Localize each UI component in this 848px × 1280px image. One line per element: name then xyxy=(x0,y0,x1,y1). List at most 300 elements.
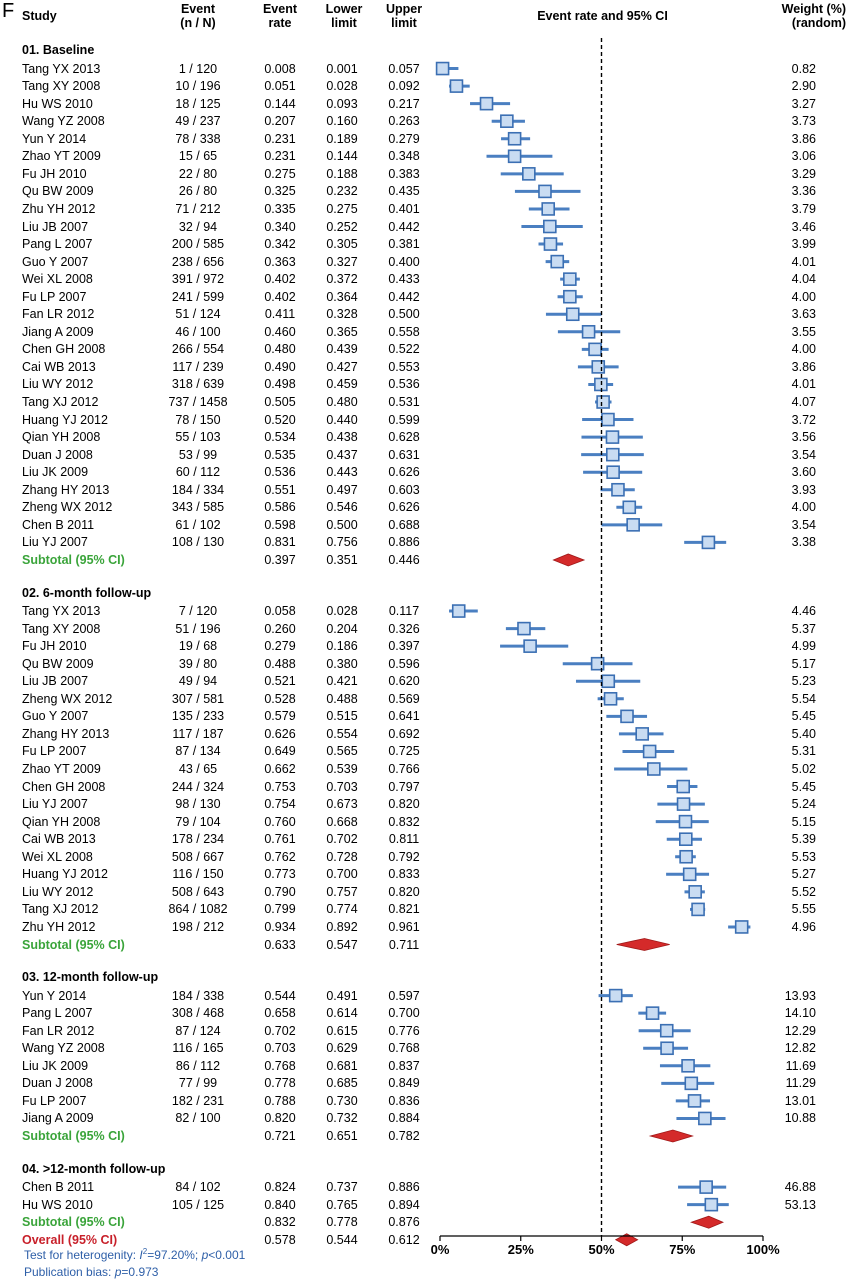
event-count: 86 / 112 xyxy=(175,1058,221,1073)
study-name: Huang YJ 2012 xyxy=(22,412,108,427)
point-estimate-box xyxy=(592,361,604,373)
subtotal-label: Subtotal (95% CI) xyxy=(22,1215,125,1230)
study-name: Liu YJ 2007 xyxy=(22,535,88,550)
study-name: Zheng WX 2012 xyxy=(22,500,113,515)
event-rate: 0.402 xyxy=(264,272,296,287)
event-rate: 0.761 xyxy=(264,832,296,847)
point-estimate-box xyxy=(636,728,648,740)
event-rate: 0.649 xyxy=(264,744,296,759)
point-estimate-box xyxy=(705,1199,717,1211)
event-count: 55 / 103 xyxy=(175,430,221,445)
upper-limit: 0.531 xyxy=(388,395,420,409)
event-rate: 0.325 xyxy=(264,184,296,199)
subtotal-lower: 0.778 xyxy=(326,1215,358,1230)
event-count: 71 / 212 xyxy=(175,201,221,216)
lower-limit: 0.372 xyxy=(326,272,358,287)
lower-limit: 0.765 xyxy=(326,1197,358,1212)
weight: 3.06 xyxy=(791,149,816,164)
event-rate: 0.505 xyxy=(264,395,296,409)
upper-limit: 0.092 xyxy=(388,79,420,94)
subtotal-upper: 0.876 xyxy=(388,1215,420,1230)
point-estimate-box xyxy=(682,1060,694,1072)
upper-limit: 0.569 xyxy=(388,691,420,706)
subtotal-label: Subtotal (95% CI) xyxy=(22,937,125,952)
lower-limit: 0.685 xyxy=(326,1076,358,1091)
weight: 5.24 xyxy=(791,797,816,812)
point-estimate-box xyxy=(542,203,554,215)
event-rate: 0.788 xyxy=(264,1093,296,1108)
study-name: Liu JK 2009 xyxy=(22,1058,89,1073)
upper-limit: 0.435 xyxy=(388,184,420,199)
event-rate: 0.536 xyxy=(264,465,296,480)
point-estimate-box xyxy=(481,98,493,110)
point-estimate-box xyxy=(453,605,465,617)
event-count: 98 / 130 xyxy=(175,797,221,812)
point-estimate-box xyxy=(678,798,690,810)
point-estimate-box xyxy=(437,63,449,75)
event-count: 864 / 1082 xyxy=(168,902,228,917)
weight: 4.46 xyxy=(791,604,816,619)
study-name: Cai WB 2013 xyxy=(22,832,96,847)
lower-limit: 0.615 xyxy=(326,1023,358,1038)
lower-limit: 0.204 xyxy=(326,621,358,636)
weight: 3.46 xyxy=(791,219,816,234)
study-name: Hu WS 2010 xyxy=(22,96,93,111)
group-title: 02. 6-month follow-up xyxy=(22,585,152,600)
lower-limit: 0.028 xyxy=(326,604,358,619)
weight: 5.55 xyxy=(791,902,816,917)
event-rate: 0.799 xyxy=(264,902,296,917)
event-rate: 0.658 xyxy=(264,1006,296,1021)
event-count: 43 / 65 xyxy=(178,762,218,776)
lower-limit: 0.459 xyxy=(326,377,358,392)
upper-limit: 0.821 xyxy=(388,902,420,917)
study-name: Tang XY 2008 xyxy=(22,79,101,94)
lower-limit: 0.497 xyxy=(326,482,358,497)
event-count: 87 / 134 xyxy=(175,744,221,759)
weight: 4.00 xyxy=(791,500,816,515)
event-count: 105 / 125 xyxy=(171,1197,225,1212)
event-count: 46 / 100 xyxy=(175,324,221,339)
event-count: 51 / 124 xyxy=(175,307,221,322)
lower-limit: 0.629 xyxy=(326,1041,358,1056)
upper-limit: 0.849 xyxy=(388,1076,420,1091)
weight: 5.54 xyxy=(791,691,816,706)
event-count: 182 / 231 xyxy=(171,1093,225,1108)
study-name: Fan LR 2012 xyxy=(22,307,95,322)
study-name: Fu LP 2007 xyxy=(22,744,87,759)
event-count: 238 / 656 xyxy=(171,254,225,269)
point-estimate-box xyxy=(689,1095,701,1107)
point-estimate-box xyxy=(644,745,656,757)
study-name: Qu BW 2009 xyxy=(22,184,94,199)
study-name: Tang XJ 2012 xyxy=(22,902,99,917)
lower-limit: 0.480 xyxy=(326,395,358,409)
weight: 5.40 xyxy=(791,726,816,741)
study-name: Yun Y 2014 xyxy=(22,988,87,1003)
event-rate: 0.008 xyxy=(264,61,296,76)
study-name: Guo Y 2007 xyxy=(22,254,89,269)
lower-limit: 0.188 xyxy=(326,166,358,181)
lower-limit: 0.614 xyxy=(326,1006,358,1021)
study-name: Wang YZ 2008 xyxy=(22,114,105,129)
study-name: Liu JB 2007 xyxy=(22,674,89,689)
event-rate: 0.831 xyxy=(264,535,296,550)
event-rate: 0.411 xyxy=(264,307,296,322)
event-rate: 0.840 xyxy=(264,1197,296,1212)
upper-limit: 0.884 xyxy=(388,1111,420,1126)
lower-limit: 0.732 xyxy=(326,1111,358,1126)
upper-limit: 0.057 xyxy=(388,61,420,76)
x-tick-label: 50% xyxy=(588,1242,615,1257)
study-name: Tang YX 2013 xyxy=(22,604,101,619)
point-estimate-box xyxy=(551,256,563,268)
lower-limit: 0.700 xyxy=(326,867,358,882)
event-count: 135 / 233 xyxy=(171,709,225,724)
weight: 5.45 xyxy=(791,709,816,724)
event-count: 19 / 68 xyxy=(178,639,218,654)
upper-limit: 0.768 xyxy=(388,1041,420,1056)
study-name: Zhang HY 2013 xyxy=(22,726,110,741)
point-estimate-box xyxy=(680,851,692,863)
upper-limit: 0.894 xyxy=(388,1197,420,1212)
point-estimate-box xyxy=(518,623,530,635)
weight: 4.04 xyxy=(791,272,816,287)
weight: 4.01 xyxy=(791,254,816,269)
study-name: Zhao YT 2009 xyxy=(22,149,101,164)
event-count: 307 / 581 xyxy=(171,691,225,706)
lower-limit: 0.491 xyxy=(326,988,358,1003)
event-rate: 0.342 xyxy=(264,237,296,252)
event-count: 60 / 112 xyxy=(175,465,221,480)
study-name: Tang XJ 2012 xyxy=(22,395,99,409)
point-estimate-box xyxy=(589,343,601,355)
upper-limit: 0.348 xyxy=(388,149,420,164)
upper-limit: 0.836 xyxy=(388,1093,420,1108)
publication-bias-note: Publication bias: p=0.973 xyxy=(24,1265,159,1279)
event-count: 117 / 187 xyxy=(172,726,224,741)
event-rate: 0.754 xyxy=(264,797,296,812)
event-count: 87 / 124 xyxy=(175,1023,221,1038)
weight: 5.52 xyxy=(791,884,816,899)
event-rate: 0.402 xyxy=(264,289,296,304)
point-estimate-box xyxy=(684,868,696,880)
point-estimate-box xyxy=(564,291,576,303)
weight: 4.96 xyxy=(791,919,816,934)
point-estimate-box xyxy=(583,326,595,338)
weight: 4.01 xyxy=(791,377,816,392)
event-count: 10 / 196 xyxy=(175,79,221,94)
lower-limit: 0.186 xyxy=(326,639,358,654)
event-rate: 0.579 xyxy=(264,709,296,724)
upper-limit: 0.400 xyxy=(388,254,420,269)
event-count: 116 / 165 xyxy=(172,1041,224,1056)
subtotal-rate: 0.721 xyxy=(264,1129,296,1143)
weight: 4.00 xyxy=(791,342,816,357)
lower-limit: 0.232 xyxy=(326,184,358,199)
point-estimate-box xyxy=(544,238,556,250)
upper-limit: 0.522 xyxy=(388,342,420,357)
study-name: Chen B 2011 xyxy=(22,1180,95,1195)
event-rate: 0.144 xyxy=(264,96,296,111)
weight: 4.00 xyxy=(791,289,816,304)
event-count: 32 / 94 xyxy=(178,219,218,234)
upper-limit: 0.688 xyxy=(388,517,420,532)
weight: 12.82 xyxy=(784,1041,816,1056)
weight: 3.56 xyxy=(791,430,816,445)
study-name: Duan J 2008 xyxy=(22,447,93,462)
upper-limit: 0.833 xyxy=(388,867,420,882)
event-count: 78 / 338 xyxy=(175,131,221,146)
event-rate: 0.703 xyxy=(264,1041,296,1056)
event-count: 241 / 599 xyxy=(171,289,225,304)
event-count: 18 / 125 xyxy=(175,96,221,111)
weight: 5.23 xyxy=(791,674,816,689)
event-count: 84 / 102 xyxy=(175,1180,221,1195)
event-count: 391 / 972 xyxy=(171,272,225,287)
upper-limit: 0.536 xyxy=(388,377,420,392)
upper-limit: 0.397 xyxy=(388,639,420,654)
subtotal-upper: 0.446 xyxy=(388,552,420,567)
point-estimate-box xyxy=(612,484,624,496)
point-estimate-box xyxy=(700,1181,712,1193)
upper-limit: 0.837 xyxy=(388,1058,420,1073)
subtotal-lower: 0.547 xyxy=(326,937,358,952)
point-estimate-box xyxy=(606,431,618,443)
lower-limit: 0.252 xyxy=(326,219,358,234)
upper-limit: 0.820 xyxy=(388,884,420,899)
weight: 3.38 xyxy=(791,535,816,550)
lower-limit: 0.702 xyxy=(326,832,358,847)
header-event-rate: Event rate xyxy=(262,2,298,30)
lower-limit: 0.515 xyxy=(326,709,358,724)
upper-limit: 0.603 xyxy=(388,482,420,497)
lower-limit: 0.673 xyxy=(326,797,358,812)
event-count: 26 / 80 xyxy=(178,184,218,199)
event-rate: 0.820 xyxy=(264,1111,296,1126)
study-name: Zhao YT 2009 xyxy=(22,762,101,776)
weight: 11.69 xyxy=(785,1058,816,1073)
header-lower-limit: Lower limit xyxy=(325,2,363,30)
header-event: Event (n / N) xyxy=(180,2,216,30)
study-name: Zhang HY 2013 xyxy=(22,482,110,497)
event-count: 508 / 667 xyxy=(171,849,225,864)
study-name: Wei XL 2008 xyxy=(22,272,93,287)
event-count: 184 / 334 xyxy=(171,482,225,497)
point-estimate-box xyxy=(607,449,619,461)
lower-limit: 0.757 xyxy=(326,884,358,899)
lower-limit: 0.364 xyxy=(326,289,358,304)
header-upper-limit: Upper limit xyxy=(385,2,423,30)
lower-limit: 0.774 xyxy=(326,902,358,917)
weight: 5.17 xyxy=(791,656,816,671)
weight: 5.39 xyxy=(791,832,816,847)
event-count: 15 / 65 xyxy=(178,149,218,164)
upper-limit: 0.599 xyxy=(388,412,420,427)
weight: 5.31 xyxy=(791,744,816,759)
lower-limit: 0.365 xyxy=(326,324,358,339)
group-title: 04. >12-month follow-up xyxy=(22,1161,166,1176)
study-name: Yun Y 2014 xyxy=(22,131,87,146)
event-count: 78 / 150 xyxy=(175,412,221,427)
upper-limit: 0.776 xyxy=(388,1023,420,1038)
overall-rate: 0.578 xyxy=(264,1232,296,1247)
study-name: Chen GH 2008 xyxy=(22,779,106,794)
event-rate: 0.662 xyxy=(264,762,296,776)
study-name: Liu JK 2009 xyxy=(22,465,89,480)
upper-limit: 0.797 xyxy=(388,779,420,794)
study-name: Fu JH 2010 xyxy=(22,639,87,654)
upper-limit: 0.381 xyxy=(388,237,420,252)
event-rate: 0.824 xyxy=(264,1180,296,1195)
subtotal-label: Subtotal (95% CI) xyxy=(22,1129,125,1143)
lower-limit: 0.728 xyxy=(326,849,358,864)
lower-limit: 0.730 xyxy=(326,1093,358,1108)
lower-limit: 0.380 xyxy=(326,656,358,671)
point-estimate-box xyxy=(450,80,462,92)
event-rate: 0.702 xyxy=(264,1023,296,1038)
point-estimate-box xyxy=(702,536,714,548)
weight: 5.45 xyxy=(791,779,816,794)
group-title: 01. Baseline xyxy=(22,43,95,57)
upper-limit: 0.117 xyxy=(388,604,420,619)
study-name: Zhu YH 2012 xyxy=(22,201,96,216)
upper-limit: 0.820 xyxy=(388,797,420,812)
lower-limit: 0.737 xyxy=(326,1180,358,1195)
upper-limit: 0.558 xyxy=(388,324,420,339)
study-name: Liu JB 2007 xyxy=(22,219,89,234)
lower-limit: 0.892 xyxy=(326,919,358,934)
upper-limit: 0.500 xyxy=(388,307,420,322)
upper-limit: 0.596 xyxy=(388,656,420,671)
upper-limit: 0.641 xyxy=(388,709,420,724)
subtotal-diamond xyxy=(650,1130,692,1142)
weight: 13.01 xyxy=(784,1093,816,1108)
event-rate: 0.340 xyxy=(264,219,296,234)
event-rate: 0.490 xyxy=(264,359,296,374)
event-rate: 0.275 xyxy=(264,166,296,181)
study-name: Tang XY 2008 xyxy=(22,621,101,636)
weight: 11.29 xyxy=(785,1076,816,1091)
subtotal-diamond xyxy=(553,554,584,566)
event-rate: 0.488 xyxy=(264,656,296,671)
lower-limit: 0.028 xyxy=(326,79,358,94)
event-rate: 0.768 xyxy=(264,1058,296,1073)
event-rate: 0.753 xyxy=(264,779,296,794)
study-name: Jiang A 2009 xyxy=(22,1111,94,1126)
point-estimate-box xyxy=(647,1007,659,1019)
subtotal-rate: 0.397 xyxy=(264,552,296,567)
point-estimate-box xyxy=(605,693,617,705)
upper-limit: 0.626 xyxy=(388,465,420,480)
lower-limit: 0.756 xyxy=(326,535,358,550)
event-count: 198 / 212 xyxy=(171,919,225,934)
point-estimate-box xyxy=(692,903,704,915)
event-rate: 0.544 xyxy=(264,988,296,1003)
upper-limit: 0.725 xyxy=(388,744,420,759)
lower-limit: 0.546 xyxy=(326,500,358,515)
event-count: 39 / 80 xyxy=(178,656,218,671)
event-count: 178 / 234 xyxy=(171,832,225,847)
event-count: 82 / 100 xyxy=(175,1111,221,1126)
lower-limit: 0.440 xyxy=(326,412,358,427)
study-name: Jiang A 2009 xyxy=(22,324,94,339)
upper-limit: 0.832 xyxy=(388,814,420,829)
upper-limit: 0.811 xyxy=(388,832,420,847)
point-estimate-box xyxy=(564,273,576,285)
event-count: 266 / 554 xyxy=(171,342,225,357)
event-count: 117 / 239 xyxy=(172,359,224,374)
weight: 3.54 xyxy=(791,447,816,462)
weight: 3.72 xyxy=(791,412,816,427)
lower-limit: 0.488 xyxy=(326,691,358,706)
study-name: Liu YJ 2007 xyxy=(22,797,88,812)
study-name: Liu WY 2012 xyxy=(22,884,94,899)
upper-limit: 0.626 xyxy=(388,500,420,515)
x-tick-label: 25% xyxy=(507,1242,534,1257)
subtotal-diamond xyxy=(691,1216,723,1228)
study-name: Guo Y 2007 xyxy=(22,709,89,724)
event-count: 200 / 585 xyxy=(171,237,225,252)
weight: 3.27 xyxy=(791,96,816,111)
point-estimate-box xyxy=(567,308,579,320)
event-rate: 0.790 xyxy=(264,884,296,899)
point-estimate-box xyxy=(736,921,748,933)
event-count: 53 / 99 xyxy=(178,447,218,462)
point-estimate-box xyxy=(689,886,701,898)
event-count: 1 / 120 xyxy=(178,61,218,76)
event-rate: 0.586 xyxy=(264,500,296,515)
point-estimate-box xyxy=(699,1112,711,1124)
weight: 14.10 xyxy=(784,1006,816,1021)
point-estimate-box xyxy=(677,781,689,793)
event-count: 508 / 643 xyxy=(171,884,225,899)
study-name: Qian YH 2008 xyxy=(22,430,101,445)
point-estimate-box xyxy=(544,221,556,233)
event-count: 79 / 104 xyxy=(175,814,221,829)
weight: 3.36 xyxy=(791,184,816,199)
upper-limit: 0.792 xyxy=(388,849,420,864)
subtotal-upper: 0.711 xyxy=(388,937,420,952)
weight: 3.99 xyxy=(791,237,816,252)
subtotal-lower: 0.351 xyxy=(326,552,358,567)
lower-limit: 0.437 xyxy=(326,447,358,462)
event-count: 77 / 99 xyxy=(178,1076,218,1091)
event-rate: 0.535 xyxy=(264,447,296,462)
weight: 3.93 xyxy=(791,482,816,497)
upper-limit: 0.217 xyxy=(388,96,420,111)
weight: 3.54 xyxy=(791,517,816,532)
event-rate: 0.934 xyxy=(264,919,296,934)
point-estimate-box xyxy=(597,396,609,408)
subtotal-rate: 0.832 xyxy=(264,1215,296,1230)
weight: 3.60 xyxy=(791,465,816,480)
event-rate: 0.051 xyxy=(264,79,296,94)
event-rate: 0.773 xyxy=(264,867,296,882)
overall-upper: 0.612 xyxy=(388,1232,420,1247)
event-count: 49 / 94 xyxy=(178,674,218,689)
lower-limit: 0.001 xyxy=(326,61,358,76)
event-rate: 0.762 xyxy=(264,849,296,864)
lower-limit: 0.160 xyxy=(326,114,358,129)
study-name: Duan J 2008 xyxy=(22,1076,93,1091)
study-name: Cai WB 2013 xyxy=(22,359,96,374)
point-estimate-box xyxy=(509,150,521,162)
weight: 3.86 xyxy=(791,131,816,146)
overall-lower: 0.544 xyxy=(326,1232,358,1247)
study-name: Chen GH 2008 xyxy=(22,342,106,357)
study-name: Fu LP 2007 xyxy=(22,1093,87,1108)
